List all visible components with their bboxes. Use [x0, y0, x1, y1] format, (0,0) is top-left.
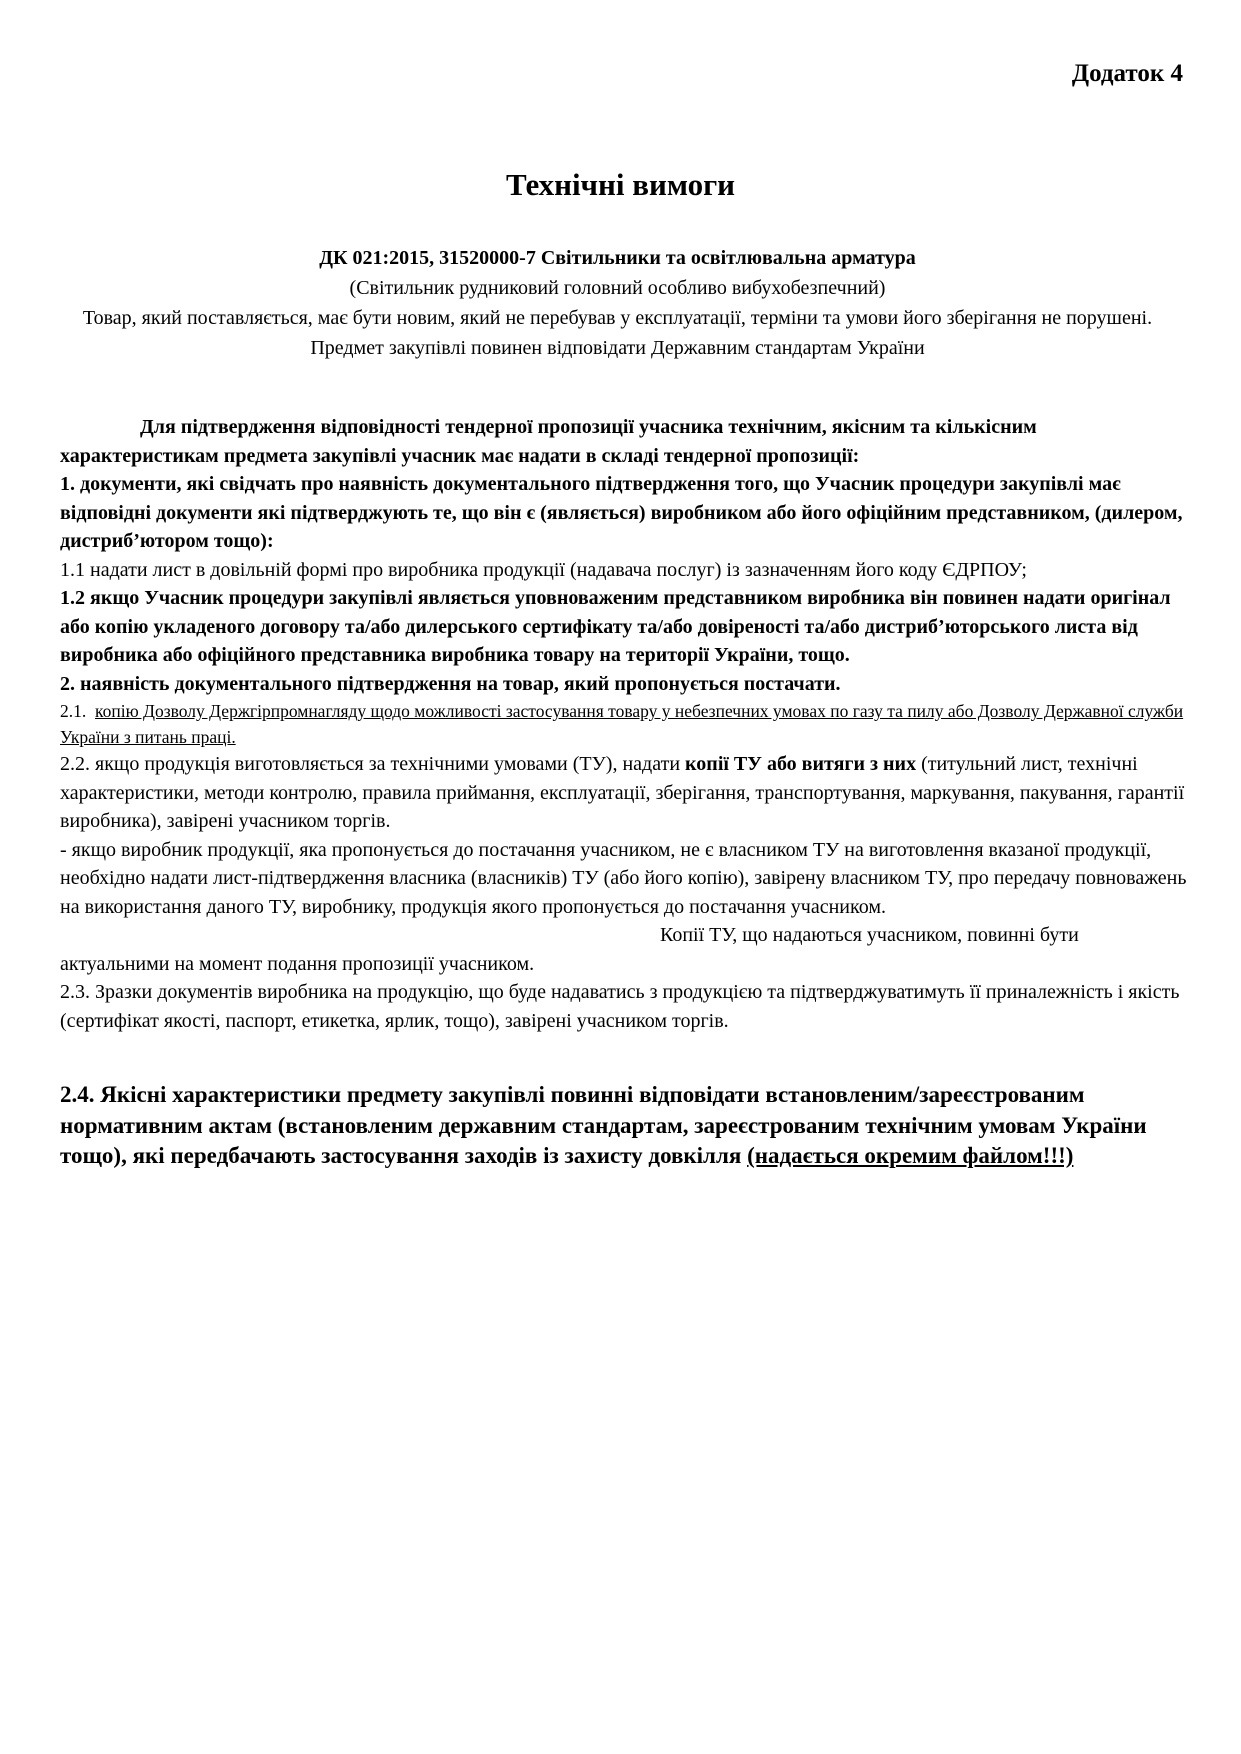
item-2-2 — [60, 750, 1188, 836]
item-2-1-number: 2.1. — [60, 701, 87, 721]
final-text: 2.4. Якісні характеристики предмету закупівлі повинні відповідати встановленим/зареєстрованим нормативним актам (встановленим державним стандартам, зареєстрованим технічним умовам України тощо), які передбачають застосування заходів із захисту довкілля — [60, 1082, 1147, 1168]
item-2-3: 2.3. Зразки документів виробника на продукцію, що буде надаватись з продукцією та підтверджуватимуть її приналежність і якість (сертифікат якості, паспорт, етикетка, ярлик, тощо), завірені учасником торгів. — [60, 981, 1180, 1032]
dash-item — [60, 836, 1188, 979]
subject-condition: Товар, який поставляється, має бути новим, який не перебував у експлуатації, терміни та умови його зберігання не порушені. — [82, 307, 1153, 329]
dash-item-text: - якщо виробник продукції, яка пропонується до постачання учасником, не є власником ТУ на виготовлення вказаної продукції, необхідно надати лист-підтвердження власника (власників) ТУ (або його копію), завірену власником ТУ, про передачу повноважень на використання даного ТУ, виробнику, продукція якого пропонується до постачання учасником. — [60, 838, 1187, 918]
item-1-1: 1.1 надати лист в довільній формі про виробника продукції (надавача послуг) із зазначенням його коду ЄДРПОУ; — [60, 558, 1027, 581]
appendix-label: Додаток 4 — [1071, 60, 1183, 87]
item-2-2-rest: (титульний лист, технічні характеристики, методи контролю, правила приймання, експлуатації, зберігання, транспортування, маркування, пакування, гарантії виробника), завірені учасником торгів. — [60, 753, 1185, 832]
item-2-1-text: копію Дозволу Держгірпромнагляду щодо можливості застосування товару у небезпечних умовах по газу та пилу або Дозволу Державної служби України з питань праці. — [60, 701, 1184, 747]
subject-standard: Предмет закупівлі повинен відповідати Державним стандартам України — [310, 337, 925, 359]
subject-product: (Світильник рудниковий головний особливо вибухобезпечний) — [349, 277, 886, 299]
item-2: 2. наявність документального підтвердження на товар, який пропонується постачати. — [60, 672, 841, 695]
page-title: Технічні вимоги — [505, 167, 736, 202]
item-1: 1. документи, які свідчать про наявність документального підтвердження того, що Учасник процедури закупівлі має відповідні документи які підтверджують те, що він є (являється) виробником або його офіційним представником, (дилером, дистриб’ютором тощо): — [60, 473, 1183, 552]
copies-note: Копії ТУ, що надаються учасником, повинні бути актуальними на момент подання пропозиції учасником. — [60, 924, 1079, 975]
intro-paragraph: Для підтвердження відповідності тендерної пропозиції учасника технічним, якісним та кількісним характеристикам предмета закупівлі учасник має надати в складі тендерної пропозиції: — [60, 416, 1037, 467]
requirements-body — [60, 413, 1188, 1035]
final-item-2-4 — [60, 1080, 1178, 1172]
subject-code-line: ДК 021:2015, 31520000-7 Світильники та освітлювальна арматура — [319, 247, 916, 269]
item-2-2-bold: копії ТУ або витяги з них — [685, 753, 917, 775]
item-2-2-lead: 2.2. якщо продукція виготовляється за технічними умовами (ТУ), надати — [60, 753, 681, 775]
subject-block — [60, 243, 1175, 363]
item-2-1 — [60, 698, 1188, 750]
item-1-2: 1.2 якщо Учасник процедури закупівлі являється уповноваженим представником виробника він повинен надати оригінал або копію укладеного договору та/або дилерського сертифікату та/або довіреності та/або дистриб’юторського листа від виробника або офіційного представника виробника товару на території України, тощо. — [60, 587, 1171, 666]
final-note: (надається окремим файлом!!!) — [747, 1143, 1074, 1168]
